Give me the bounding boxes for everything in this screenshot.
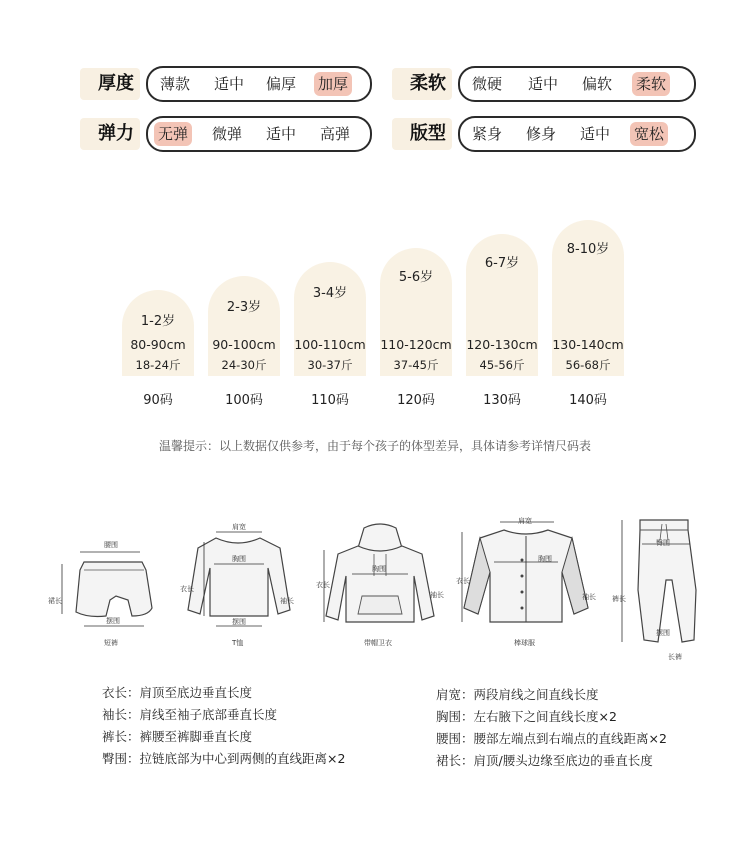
dim-label: 臀围 [656, 539, 670, 547]
option: 高弹 [320, 125, 351, 143]
size-card [208, 276, 280, 376]
dim-label: 袖长 [280, 597, 294, 605]
size-code: 110码 [311, 393, 349, 408]
garment-name: T恤 [232, 639, 244, 647]
attr-pill [458, 66, 696, 102]
size-height: 100-110cm [294, 337, 366, 352]
dim-label: 肩宽 [232, 523, 246, 531]
tshirt-illustration [176, 522, 296, 650]
option: 紧身 [472, 125, 503, 143]
size-height: 110-120cm [380, 337, 452, 352]
option: 微硬 [472, 75, 503, 93]
dim-label: 胸围 [232, 555, 246, 563]
definition-term: 裙长： [436, 753, 474, 768]
size-card [380, 248, 452, 376]
size-card [466, 234, 538, 376]
attr-pill [146, 116, 372, 152]
attr-label: 柔软 [410, 73, 446, 94]
size-height: 130-140cm [552, 337, 624, 352]
definition-item [102, 749, 345, 767]
size-code: 90码 [143, 393, 173, 408]
size-code: 130码 [483, 393, 521, 408]
definition-term: 腰围： [436, 731, 474, 746]
shorts-illustration [48, 540, 168, 650]
definition-term: 肩宽： [436, 687, 474, 702]
size-code: 120码 [397, 393, 435, 408]
size-card [552, 220, 624, 376]
size-age: 1-2岁 [140, 314, 176, 329]
option: 适中 [580, 125, 611, 143]
definition-desc: 肩顶至底边垂直长度 [139, 685, 253, 700]
option: 薄款 [160, 75, 191, 93]
attr-softness [400, 66, 680, 102]
dim-label: 摆围 [232, 618, 246, 626]
size-card [294, 262, 366, 376]
dim-label: 裙长 [48, 597, 62, 605]
option: 偏软 [582, 75, 613, 93]
size-height: 90-100cm [212, 337, 276, 352]
garment-name: 棒球服 [514, 639, 535, 647]
size-weight: 24-30斤 [221, 358, 267, 372]
size-age: 8-10岁 [566, 242, 610, 257]
size-height: 80-90cm [130, 337, 186, 352]
definition-term: 臀围： [102, 751, 140, 766]
definition-desc: 两段肩线之间直线长度 [473, 687, 599, 702]
garment-shorts [48, 540, 168, 650]
option: 偏厚 [266, 75, 297, 93]
option-selected: 宽松 [630, 122, 668, 146]
dim-label: 胸围 [372, 565, 386, 573]
definition-desc: 肩顶/腰头边缘至底边的垂直长度 [473, 753, 653, 768]
size-weight: 45-56斤 [479, 358, 525, 372]
attr-pill [146, 66, 372, 102]
attr-label: 版型 [410, 123, 446, 144]
garment-name: 长裤 [668, 653, 682, 661]
garment-baseball-jacket [456, 516, 596, 650]
definition-desc: 拉链底部为中心到两侧的直线距离×2 [139, 751, 346, 766]
tip-text: 温馨提示：以上数据仅供参考，由于每个孩子的体型差异，具体请参考详情尺码表 [158, 439, 591, 453]
definition-desc: 腰部左端点到右端点的直线距离×2 [473, 731, 667, 746]
size-weight: 30-37斤 [307, 358, 353, 372]
definition-item [102, 705, 277, 723]
attr-pill [458, 116, 696, 152]
option: 微弹 [212, 125, 243, 143]
attr-thickness [88, 66, 368, 102]
definition-item [436, 729, 667, 747]
garment-name: 带帽卫衣 [364, 639, 392, 647]
attr-label: 厚度 [98, 73, 134, 94]
dim-label: 袖长 [430, 591, 444, 599]
size-age: 3-4岁 [312, 286, 348, 301]
dim-label: 摆围 [106, 617, 120, 625]
jacket-illustration [456, 516, 596, 650]
garment-pants [612, 510, 712, 660]
definition-term: 胸围： [436, 709, 474, 724]
option-selected: 加厚 [314, 72, 352, 96]
definition-term: 袖长： [102, 707, 140, 722]
attr-label: 弹力 [98, 123, 134, 144]
dim-label: 摆围 [656, 629, 670, 637]
definition-desc: 左右腋下之间直线长度×2 [473, 709, 617, 724]
option-selected: 无弹 [154, 122, 192, 146]
dim-label: 衣长 [456, 577, 470, 585]
garment-hoodie [316, 520, 444, 650]
option: 修身 [526, 125, 557, 143]
definition-term: 衣长： [102, 685, 140, 700]
size-weight: 56-68斤 [565, 358, 611, 372]
definition-item [102, 727, 252, 745]
size-height: 120-130cm [466, 337, 538, 352]
size-weight: 18-24斤 [135, 358, 181, 372]
dim-label: 衣长 [180, 585, 194, 593]
garment-tshirt [176, 522, 296, 650]
definition-desc: 裤腰至裤脚垂直长度 [139, 729, 253, 744]
option: 适中 [214, 75, 245, 93]
size-code: 140码 [569, 393, 607, 408]
size-age: 6-7岁 [484, 256, 520, 271]
definition-item [102, 683, 252, 701]
option-selected: 柔软 [632, 72, 670, 96]
dim-label: 腰围 [104, 541, 118, 549]
definition-term: 裤长： [102, 729, 140, 744]
attr-fit [400, 116, 680, 152]
size-weight: 37-45斤 [393, 358, 439, 372]
option: 适中 [266, 125, 297, 143]
definition-item [436, 751, 653, 769]
size-age: 2-3岁 [226, 300, 262, 315]
dim-label: 肩宽 [518, 517, 532, 525]
definition-item [436, 685, 599, 703]
dim-label: 裤长 [612, 595, 626, 603]
size-card [122, 290, 194, 376]
attr-elasticity [88, 116, 368, 152]
option: 适中 [528, 75, 559, 93]
size-age: 5-6岁 [398, 270, 434, 285]
definition-desc: 肩线至袖子底部垂直长度 [139, 707, 278, 722]
hoodie-illustration [316, 520, 444, 650]
size-code: 100码 [225, 393, 263, 408]
definition-item [436, 707, 617, 725]
garment-name: 短裤 [104, 639, 118, 647]
dim-label: 衣长 [316, 581, 330, 589]
dim-label: 袖长 [582, 593, 596, 601]
dim-label: 胸围 [538, 555, 552, 563]
